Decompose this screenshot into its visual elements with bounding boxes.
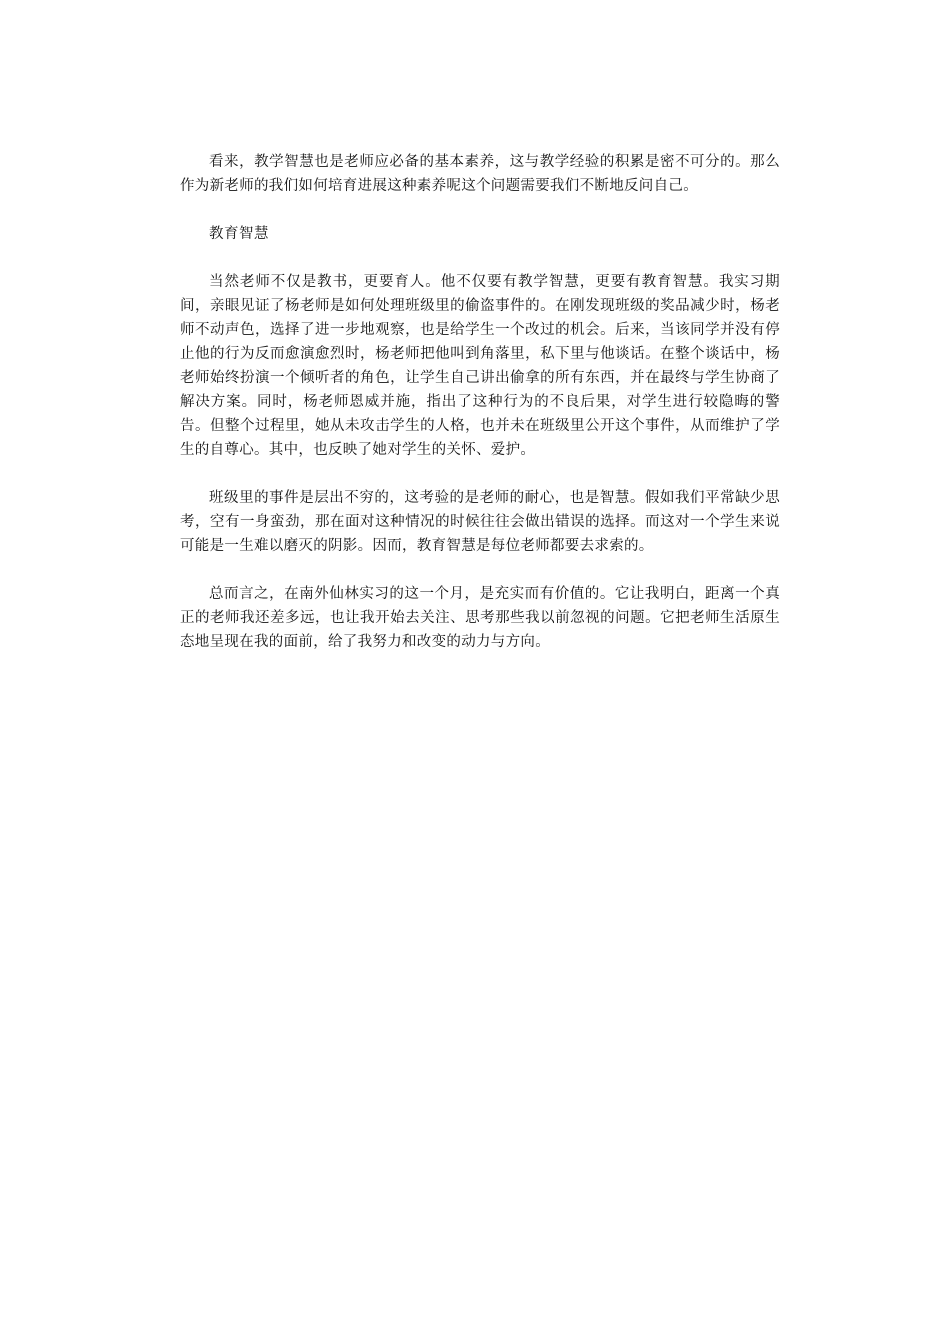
document-body bbox=[180, 150, 780, 678]
paragraph-class-events: 班级里的事件是层出不穷的，这考验的是老师的耐心，也是智慧。假如我们平常缺少思考，空有一身蛮劲，那在面对这种情况的时候往往会做出错误的选择。而这对一个学生来说可能是一生难以磨灭的阴影。因而，教育智慧是每位老师都要去求索的。 bbox=[180, 490, 780, 554]
paragraph-theft-incident: 当然老师不仅是教书，更要育人。他不仅要有教学智慧，更要有教育智慧。我实习期间，亲眼见证了杨老师是如何处理班级里的偷盗事件的。在刚发现班级的奖品减少时，杨老师不动声色，选择了进一步地观察，也是给学生一个改过的机会。后来，当该同学并没有停止他的行为反而愈演愈烈时，杨老师把他叫到角落里，私下里与他谈话。在整个谈话中，杨老师始终扮演一个倾听者的角色，让学生自己讲出偷拿的所有东西，并在最终与学生协商了解决方案。同时，杨老师恩威并施，指出了这种行为的不良后果，对学生进行较隐晦的警告。但整个过程里，她从未攻击学生的人格，也并未在班级里公开这个事件，从而维护了学生的自尊心。其中，也反映了她对学生的关怀、爱护。 bbox=[180, 274, 780, 458]
paragraph-conclusion: 总而言之，在南外仙林实习的这一个月，是充实而有价值的。它让我明白，距离一个真正的老师我还差多远，也让我开始去关注、思考那些我以前忽视的问题。它把老师生活原生态地呈现在我的面前，给了我努力和改变的动力与方向。 bbox=[180, 586, 780, 650]
paragraph-teaching-wisdom-reflection: 看来，教学智慧也是老师应必备的基本素养，这与教学经验的积累是密不可分的。那么作为新老师的我们如何培育进展这种素养呢这个问题需要我们不断地反问自己。 bbox=[180, 154, 780, 194]
section-heading-education-wisdom: 教育智慧 bbox=[209, 226, 269, 242]
